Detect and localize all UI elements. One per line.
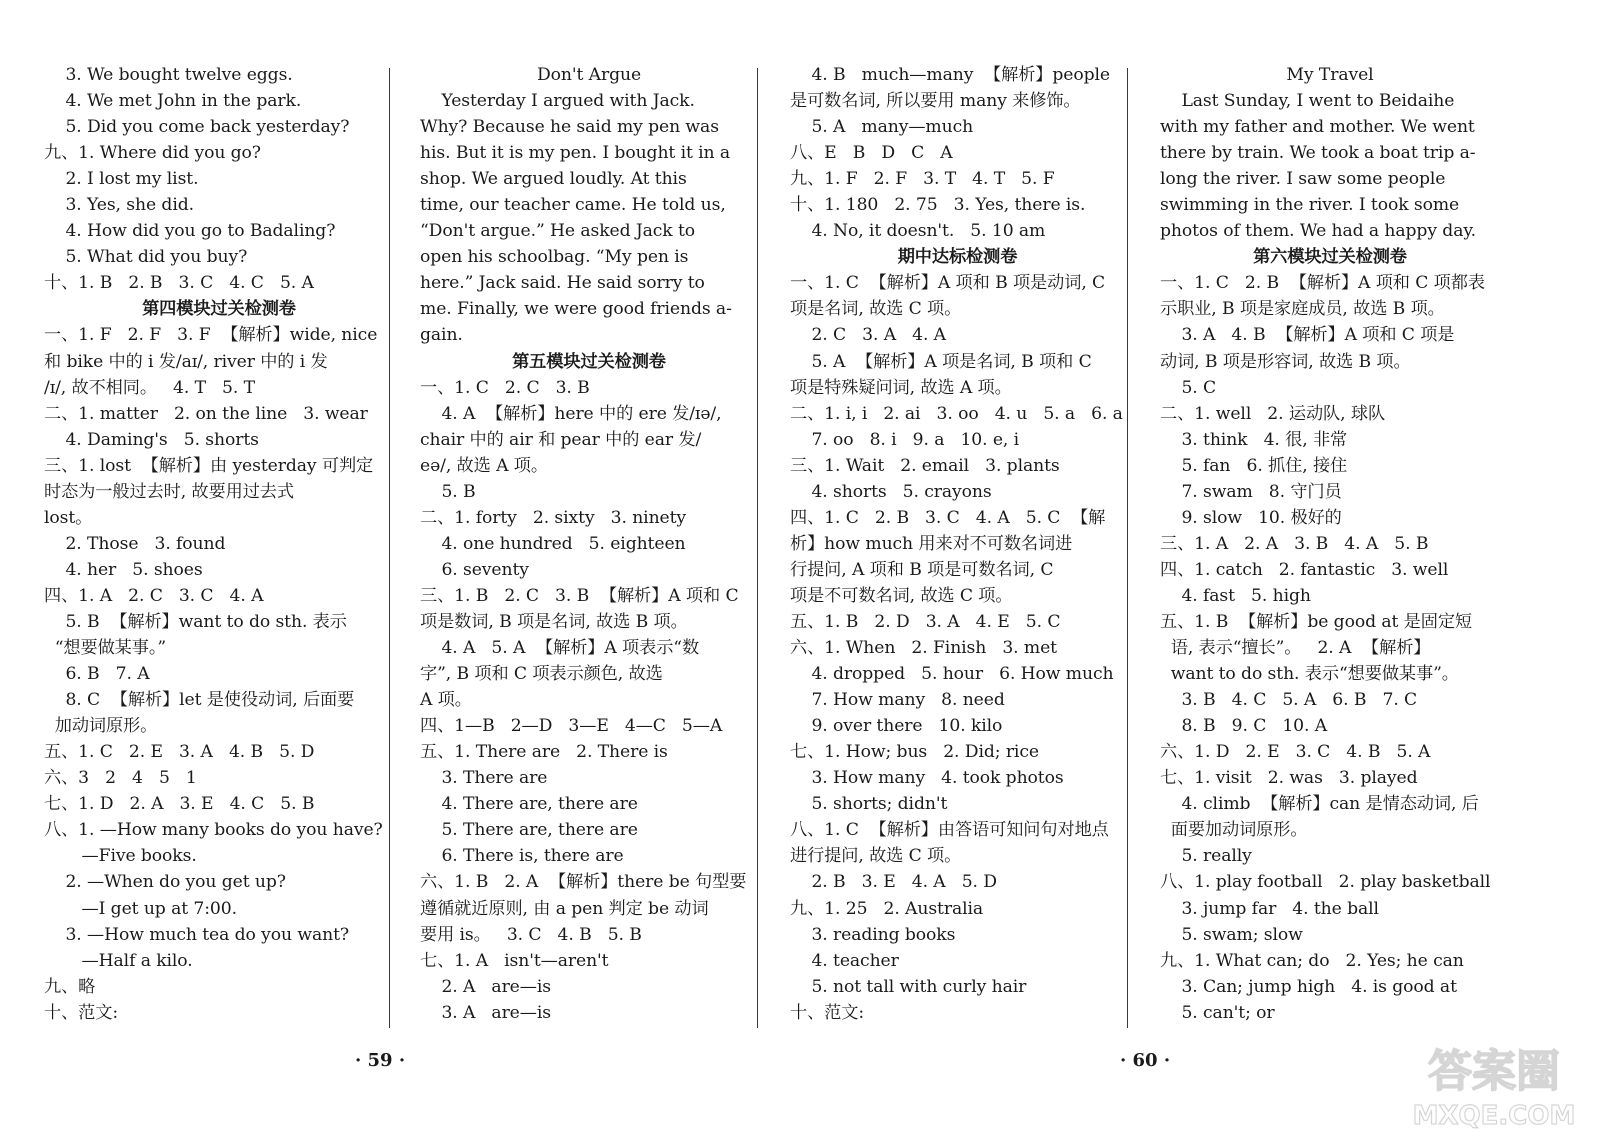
answer-line: 2. A are—is <box>420 976 551 997</box>
answer-line: Why? Because he said my pen was <box>420 117 719 138</box>
answer-line: 4. shorts 5. crayons <box>790 481 992 502</box>
answer-line: 7. swam 8. 守门员 <box>1160 481 1342 502</box>
answer-line: 2. B 3. E 4. A 5. D <box>790 872 997 893</box>
answer-line: 4. dropped 5. hour 6. How much <box>790 664 1114 685</box>
column-divider-3 <box>1127 68 1128 1028</box>
answer-line: 3. B 4. C 5. A 6. B 7. C <box>1160 690 1418 711</box>
answer-line: there by train. We took a boat trip a- <box>1160 143 1476 164</box>
answer-line: 8. C 【解析】let 是使役动词, 后面要 <box>44 690 355 711</box>
answer-line: 2. Those 3. found <box>44 533 226 554</box>
answer-line: 5. shorts; didn't <box>790 794 948 815</box>
answer-line: 5. What did you buy? <box>44 247 248 268</box>
answer-line: 项是特殊疑问词, 故选 A 项。 <box>790 377 1012 398</box>
answer-line: eə/, 故选 A 项。 <box>420 455 548 476</box>
answer-line: 八、1. C 【解析】由答语可知问句对地点 <box>790 820 1109 841</box>
answer-line: 二、1. forty 2. sixty 3. ninety <box>420 507 687 528</box>
answer-line: long the river. I saw some people <box>1160 169 1446 190</box>
section-heading: 期中达标检测卷 <box>897 247 1018 268</box>
page-number-left: · 59 · <box>355 1050 406 1071</box>
answer-line: 4. A 【解析】here 中的 ere 发/ɪə/, <box>420 403 722 424</box>
answer-line: 动词, B 项是形容词, 故选 B 项。 <box>1160 351 1411 372</box>
answer-line: 3. A are—is <box>420 1002 551 1023</box>
answer-line: 3. jump far 4. the ball <box>1160 898 1379 919</box>
answer-line: 是可数名词, 所以要用 many 来修饰。 <box>790 91 1081 112</box>
answer-line: 5. B <box>420 481 476 502</box>
answer-line: 九、1. What can; do 2. Yes; he can <box>1160 950 1464 971</box>
answer-line: 和 bike 中的 i 发/aɪ/, river 中的 i 发 <box>44 351 328 372</box>
answer-line: 5. There are, there are <box>420 820 638 841</box>
answer-line: 3. There are <box>420 768 548 789</box>
answer-line: 2. I lost my list. <box>44 169 199 190</box>
answer-line: 三、1. A 2. A 3. B 4. A 5. B <box>1160 533 1429 554</box>
answer-line: “Don't argue.” He asked Jack to <box>420 221 696 242</box>
answer-line: 4. No, it doesn't. 5. 10 am <box>790 221 1046 242</box>
answer-line: 3. A 4. B 【解析】A 项和 C 项是 <box>1160 325 1455 346</box>
answer-line: 6. There is, there are <box>420 846 624 867</box>
answer-line: 进行提问, 故选 C 项。 <box>790 846 962 867</box>
answer-line: 七、1. D 2. A 3. E 4. C 5. B <box>44 794 315 815</box>
answer-line: 5. A 【解析】A 项是名词, B 项和 C <box>790 351 1092 372</box>
answer-line: 三、1. B 2. C 3. B 【解析】A 项和 C <box>420 585 739 606</box>
answer-line: 五、1. B 2. D 3. A 4. E 5. C <box>790 611 1061 632</box>
answer-line: 五、1. C 2. E 3. A 4. B 5. D <box>44 742 315 763</box>
answer-line: 时态为一般过去时, 故要用过去式 <box>44 481 294 502</box>
answer-line: 4. her 5. shoes <box>44 559 203 580</box>
answer-line: 六、3 2 4 5 1 <box>44 768 197 789</box>
section-heading: 第五模块过关检测卷 <box>512 351 666 372</box>
answer-line: me. Finally, we were good friends a- <box>420 299 732 320</box>
answer-line: 一、1. F 2. F 3. F 【解析】wide, nice <box>44 325 378 346</box>
answer-line: —Half a kilo. <box>44 950 193 971</box>
answer-line: 3. How many 4. took photos <box>790 768 1064 789</box>
answer-line: 4. A 5. A 【解析】A 项表示“数 <box>420 638 700 659</box>
answer-line: 二、1. well 2. 运动队, 球队 <box>1160 403 1386 424</box>
answer-line: 示职业, B 项是家庭成员, 故选 B 项。 <box>1160 299 1445 320</box>
answer-line: 4. fast 5. high <box>1160 585 1311 606</box>
answer-line: 4. teacher <box>790 950 899 971</box>
section-heading: 第六模块过关检测卷 <box>1253 247 1407 268</box>
answer-line: 九、1. 25 2. Australia <box>790 898 984 919</box>
answer-line: 四、1. catch 2. fantastic 3. well <box>1160 559 1449 580</box>
answer-line: 三、1. lost 【解析】由 yesterday 可判定 <box>44 455 374 476</box>
answer-line: A 项。 <box>420 690 472 711</box>
answer-line: his. But it is my pen. I bought it in a <box>420 143 731 164</box>
answer-line: 六、1. When 2. Finish 3. met <box>790 638 1057 659</box>
answer-line: 析】how much 用来对不可数名词进 <box>790 533 1073 554</box>
answer-line: 九、1. Where did you go? <box>44 143 261 164</box>
column-divider-1 <box>389 68 390 1028</box>
answer-line: 2. C 3. A 4. A <box>790 325 946 346</box>
answer-line: 项是数词, B 项是名词, 故选 B 项。 <box>420 611 688 632</box>
answer-line: 4. How did you go to Badaling? <box>44 221 336 242</box>
answer-line: 5. swam; slow <box>1160 924 1303 945</box>
answer-line: 5. A many—much <box>790 117 974 138</box>
answer-line: 9. over there 10. kilo <box>790 716 1003 737</box>
answer-line: 5. B 【解析】want to do sth. 表示 <box>44 611 347 632</box>
section-heading: 第四模块过关检测卷 <box>142 299 296 320</box>
answer-line: time, our teacher came. He told us, <box>420 195 726 216</box>
column-2 <box>420 62 758 1026</box>
answer-line: 五、1. B 【解析】be good at 是固定短 <box>1160 611 1473 632</box>
answer-line: 4. Daming's 5. shorts <box>44 429 259 450</box>
answer-line: 行提问, A 项和 B 项是可数名词, C <box>790 559 1054 580</box>
answer-line: 字”, B 项和 C 项表示颜色, 故选 <box>420 664 663 685</box>
answer-line: open his schoolbag. “My pen is <box>420 247 689 268</box>
answer-line: 语, 表示“擅长”。 2. A 【解析】 <box>1160 638 1431 659</box>
answer-line: “想要做某事。” <box>44 638 167 659</box>
answer-line: 5. not tall with curly hair <box>790 976 1027 997</box>
answer-line: 一、1. C 2. C 3. B <box>420 377 590 398</box>
column-divider-2 <box>757 68 758 1028</box>
answer-line: 十、1. 180 2. 75 3. Yes, there is. <box>790 195 1086 216</box>
answer-line: here.” Jack said. He said sorry to <box>420 273 705 294</box>
answer-line: 四、1. A 2. C 3. C 4. A <box>44 585 264 606</box>
answer-line: chair 中的 air 和 pear 中的 ear 发/ <box>420 429 702 450</box>
answer-line: 九、略 <box>44 976 96 997</box>
answer-line: —I get up at 7:00. <box>44 898 237 919</box>
answer-line: 5. can't; or <box>1160 1002 1275 1023</box>
answer-line: lost。 <box>44 507 93 528</box>
answer-line: 3. think 4. 很, 非常 <box>1160 429 1348 450</box>
answer-line: 项是名词, 故选 C 项。 <box>790 299 962 320</box>
answer-line: 4. We met John in the park. <box>44 91 302 112</box>
answer-line: want to do sth. 表示“想要做某事”。 <box>1160 664 1459 685</box>
passage-title: Don't Argue <box>536 65 642 85</box>
answer-line: 7. oo 8. i 9. a 10. e, i <box>790 429 1020 450</box>
answer-line: 一、1. C 【解析】A 项和 B 项是动词, C <box>790 273 1106 294</box>
answer-line: 3. reading books <box>790 924 956 945</box>
answer-line: gain. <box>420 325 463 346</box>
answer-line: /ɪ/, 故不相同。 4. T 5. T <box>44 377 255 398</box>
answer-line: Yesterday I argued with Jack. <box>420 91 695 112</box>
answer-line: 六、1. D 2. E 3. C 4. B 5. A <box>1160 742 1431 763</box>
watermark-top-text: 答案圈 <box>1428 1046 1560 1097</box>
answer-line: 九、1. F 2. F 3. T 4. T 5. F <box>790 169 1055 190</box>
answer-line: 6. B 7. A <box>44 664 150 685</box>
answer-line: 七、1. visit 2. was 3. played <box>1160 768 1418 789</box>
answer-line: 二、1. i, i 2. ai 3. oo 4. u 5. a 6. a <box>790 403 1123 424</box>
answer-line: with my father and mother. We went <box>1160 117 1475 138</box>
answer-line: 面要加动词原形。 <box>1160 820 1308 841</box>
answer-line: 3. We bought twelve eggs. <box>44 65 293 85</box>
answer-line: Last Sunday, I went to Beidaihe <box>1160 91 1455 112</box>
answer-line: 十、1. B 2. B 3. C 4. C 5. A <box>44 273 314 294</box>
answer-line: shop. We argued loudly. At this <box>420 169 687 190</box>
answer-line: 十、范文: <box>790 1002 865 1023</box>
answer-line: 遵循就近原则, 由 a pen 判定 be 动词 <box>420 898 709 919</box>
answer-line: 加动词原形。 <box>44 716 158 737</box>
answer-line: swimming in the river. I took some <box>1160 195 1460 216</box>
answer-line: 5. fan 6. 抓住, 接住 <box>1160 455 1348 476</box>
answer-line: 4. climb 【解析】can 是情态动词, 后 <box>1160 794 1479 815</box>
column-3 <box>790 62 1125 1026</box>
page-number-right: · 60 · <box>1120 1050 1171 1071</box>
answer-line: 5. C <box>1160 377 1217 398</box>
answer-line: 六、1. B 2. A 【解析】there be 句型要 <box>420 872 747 893</box>
answer-line: 三、1. Wait 2. email 3. plants <box>790 455 1060 476</box>
column-4 <box>1160 62 1500 1026</box>
answer-line: 四、1—B 2—D 3—E 4—C 5—A <box>420 716 723 737</box>
answer-line: 一、1. C 2. B 【解析】A 项和 C 项都表 <box>1160 273 1485 294</box>
passage-title: My Travel <box>1286 65 1374 85</box>
watermark-bottom-text: MXQE.COM <box>1412 1101 1576 1131</box>
answer-line: 七、1. A isn't—aren't <box>420 950 609 971</box>
answer-line: 6. seventy <box>420 559 529 580</box>
answer-line: 2. —When do you get up? <box>44 872 286 893</box>
answer-line: 3. Can; jump high 4. is good at <box>1160 976 1457 997</box>
answer-line: 4. There are, there are <box>420 794 638 815</box>
answer-line: photos of them. We had a happy day. <box>1160 221 1477 242</box>
answer-line: 5. Did you come back yesterday? <box>44 117 350 138</box>
answer-line: 七、1. How; bus 2. Did; rice <box>790 742 1039 763</box>
answer-line: 8. B 9. C 10. A <box>1160 716 1328 737</box>
answer-line: 5. really <box>1160 846 1252 867</box>
column-1 <box>44 62 394 1026</box>
answer-line: 四、1. C 2. B 3. C 4. A 5. C 【解 <box>790 507 1106 528</box>
answer-line: 五、1. There are 2. There is <box>420 742 668 763</box>
answer-line: 4. B much—many 【解析】people <box>790 65 1110 85</box>
answer-line: —Five books. <box>44 846 197 867</box>
answer-line: 要用 is。 3. C 4. B 5. B <box>420 924 642 945</box>
answer-line: 项是不可数名词, 故选 C 项。 <box>790 585 1013 606</box>
answer-line: 3. —How much tea do you want? <box>44 924 349 945</box>
answer-line: 八、E B D C A <box>790 143 953 164</box>
answer-line: 7. How many 8. need <box>790 690 1005 711</box>
answer-line: 二、1. matter 2. on the line 3. wear <box>44 403 368 424</box>
answer-line: 9. slow 10. 极好的 <box>1160 507 1342 528</box>
answer-line: 十、范文: <box>44 1002 119 1023</box>
answer-line: 八、1. —How many books do you have? <box>44 820 383 841</box>
answer-line: 4. one hundred 5. eighteen <box>420 533 686 554</box>
answer-line: 3. Yes, she did. <box>44 195 194 216</box>
answer-line: 八、1. play football 2. play basketball <box>1160 872 1491 893</box>
watermark-logo <box>1407 1034 1582 1134</box>
